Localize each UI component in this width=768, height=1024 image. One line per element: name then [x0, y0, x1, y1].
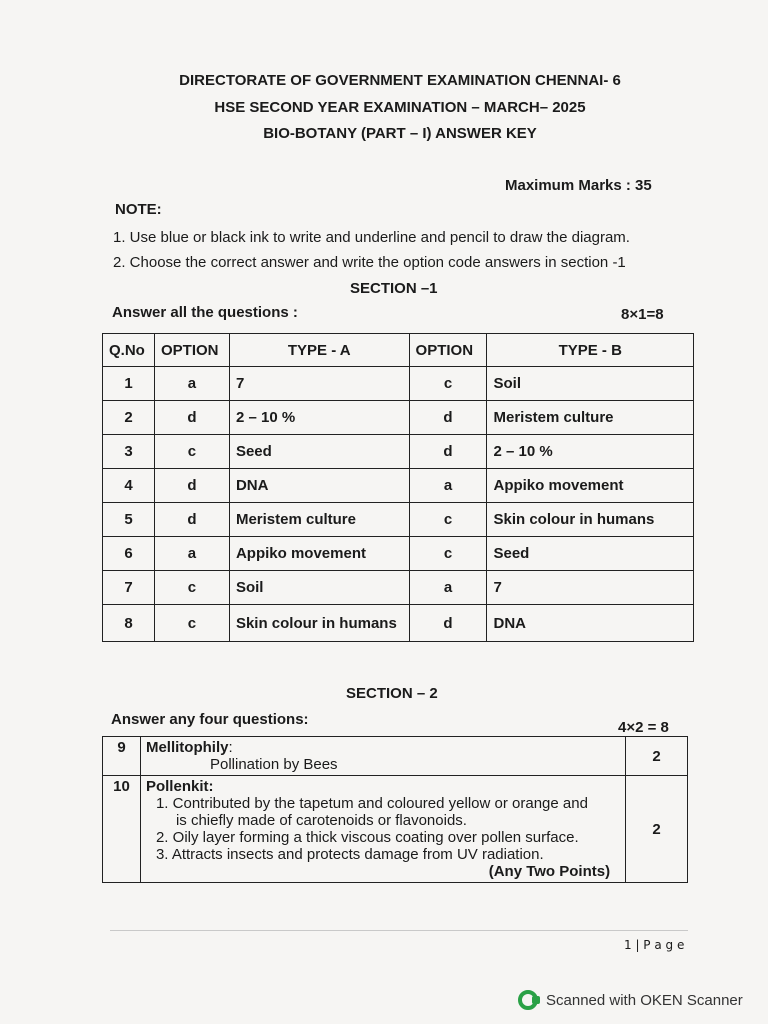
answer-cell: [140, 776, 625, 883]
option-a: d: [154, 503, 229, 537]
table-row: [103, 469, 694, 503]
note-item-1: 1. Use blue or black ink to write and underline and pencil to draw the diagram.: [113, 229, 630, 246]
q10-point: 2. Oily layer forming a thick viscous coating over pollen surface.: [155, 829, 579, 846]
section1-instruction: Answer all the questions :: [112, 304, 298, 321]
q10-title: Pollenkit:: [145, 778, 214, 795]
option-b: a: [409, 571, 487, 605]
option-b: c: [409, 537, 487, 571]
section2-answer-table: [102, 736, 688, 883]
q10-point: 3. Attracts insects and protects damage from UV radiation.: [155, 846, 544, 863]
answer-a: Appiko movement: [229, 537, 409, 571]
option-b: c: [409, 367, 487, 401]
q-number: 6: [103, 537, 155, 571]
option-b: d: [409, 605, 487, 642]
q-number: 8: [103, 605, 155, 642]
header-type-a: TYPE - A: [229, 334, 409, 367]
answer-b: Soil: [487, 367, 694, 401]
table-row: [103, 776, 688, 883]
header-directorate: DIRECTORATE OF GOVERNMENT EXAMINATION CHENNAI- 6: [179, 72, 621, 89]
header-type-b: TYPE - B: [487, 334, 694, 367]
q10-point: 1. Contributed by the tapetum and coloured yellow or orange and: [155, 795, 588, 812]
table-header-row: [103, 334, 694, 367]
scanner-watermark: [518, 990, 743, 1010]
option-b: d: [409, 401, 487, 435]
option-a: c: [154, 605, 229, 642]
option-a: c: [154, 571, 229, 605]
answer-b: 2 – 10 %: [487, 435, 694, 469]
table-row: [103, 537, 694, 571]
option-b: c: [409, 503, 487, 537]
table-row: [103, 605, 694, 642]
answer-b: Meristem culture: [487, 401, 694, 435]
header-exam: HSE SECOND YEAR EXAMINATION – MARCH– 2025: [214, 99, 586, 116]
answer-b: Skin colour in humans: [487, 503, 694, 537]
option-b: a: [409, 469, 487, 503]
q-number: 10: [103, 776, 141, 883]
table-row: [103, 367, 694, 401]
option-a: d: [154, 469, 229, 503]
max-marks: Maximum Marks : 35: [505, 177, 652, 194]
option-a: d: [154, 401, 229, 435]
table-row: [103, 503, 694, 537]
answer-a: Soil: [229, 571, 409, 605]
section1-marks: 8×1=8: [621, 306, 664, 323]
option-a: c: [154, 435, 229, 469]
answer-a: Meristem culture: [229, 503, 409, 537]
q-number: 7: [103, 571, 155, 605]
header-subject: BIO-BOTANY (PART – I) ANSWER KEY: [263, 125, 537, 142]
page-number: 1 | P a g e: [624, 938, 685, 952]
q10-note: (Any Two Points): [488, 863, 611, 880]
table-row: [103, 435, 694, 469]
answer-a: 2 – 10 %: [229, 401, 409, 435]
q-number: 5: [103, 503, 155, 537]
option-a: a: [154, 367, 229, 401]
header-option-a: OPTION: [154, 334, 229, 367]
q9-answer: Pollination by Bees: [209, 756, 338, 773]
answer-b: 7: [487, 571, 694, 605]
q-number: 2: [103, 401, 155, 435]
scanner-text: Scanned with OKEN Scanner: [546, 991, 743, 1009]
answer-a: DNA: [229, 469, 409, 503]
section2-instruction: Answer any four questions:: [111, 711, 309, 728]
table-row: [103, 401, 694, 435]
answer-b: Seed: [487, 537, 694, 571]
footer-divider: [110, 930, 688, 931]
q-number: 4: [103, 469, 155, 503]
answer-b: Appiko movement: [487, 469, 694, 503]
q9-colon: :: [228, 739, 233, 756]
table-row: [103, 737, 688, 776]
section1-answer-table: [102, 333, 694, 642]
answer-a: Seed: [229, 435, 409, 469]
answer-b: DNA: [487, 605, 694, 642]
oken-logo-icon: [518, 990, 538, 1010]
answer-cell: [140, 737, 625, 776]
q-number: 1: [103, 367, 155, 401]
note-item-2: 2. Choose the correct answer and write the option code answers in section -1: [113, 254, 626, 271]
section1-title: SECTION –1: [350, 280, 438, 297]
q-number: 3: [103, 435, 155, 469]
section2-title: SECTION – 2: [346, 685, 438, 702]
q10-point: is chiefly made of carotenoids or flavonoids.: [175, 812, 467, 829]
option-a: a: [154, 537, 229, 571]
note-title: NOTE:: [115, 201, 162, 218]
header-qno: Q.No: [103, 334, 155, 367]
q-number: 9: [103, 737, 141, 776]
answer-a: 7: [229, 367, 409, 401]
q9-mark: 2: [626, 737, 688, 776]
table-row: [103, 571, 694, 605]
option-b: d: [409, 435, 487, 469]
q10-mark: 2: [626, 776, 688, 883]
section2-marks: 4×2 = 8: [618, 719, 669, 736]
q9-title: Mellitophily: [145, 739, 229, 756]
header-option-b: OPTION: [409, 334, 487, 367]
answer-a: Skin colour in humans: [229, 605, 409, 642]
